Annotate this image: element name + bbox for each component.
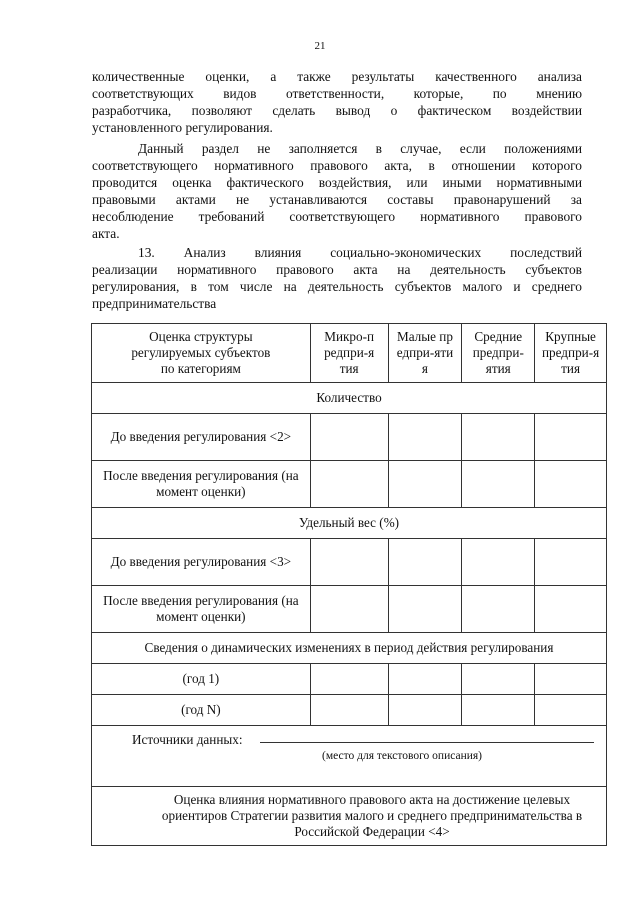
- table-row: [92, 461, 607, 508]
- sources-wrap: [92, 726, 606, 786]
- evaluation-text: Оценка влияния нормативного правового акта на достижение целевых ориентиров Стратегии развития малого и среднего предпринимательства в Российской Федерации <4>: [161, 792, 583, 839]
- row-label: До введения регулирования <3>: [92, 539, 311, 586]
- row-label: (год 1): [92, 664, 311, 695]
- page-number: 21: [314, 40, 326, 52]
- section-dynamics: Сведения о динамических изменениях в период действия регулирования: [92, 633, 607, 664]
- table-cell[interactable]: [388, 586, 462, 633]
- header-large: Крупные предпри-ятия: [535, 324, 607, 383]
- row-label: До введения регулирования <2>: [92, 414, 311, 461]
- sources-input-line[interactable]: [260, 742, 594, 743]
- sources-note: (место для текстового описания): [322, 750, 483, 762]
- section-share: Удельный вес (%): [92, 508, 607, 539]
- text-line: количественные оценки, а также результаты качественного анализа: [92, 69, 582, 84]
- text-line: разработчика, позволяют сделать вывод о фактическом воздействии: [92, 103, 582, 118]
- table-row: [92, 539, 607, 586]
- table-cell[interactable]: [535, 586, 607, 633]
- table-cell[interactable]: [535, 539, 607, 586]
- table-cell[interactable]: [310, 414, 388, 461]
- header-medium: Средние предпри-ятия: [462, 324, 535, 383]
- evaluation-row: [92, 787, 607, 846]
- table-row: [92, 586, 607, 633]
- text-line: установленного регулирования.: [92, 120, 273, 135]
- table-cell[interactable]: [388, 539, 462, 586]
- text-line: регулирования, в том числе на деятельность субъектов малого и среднего: [92, 279, 582, 294]
- section-heading-line: 13. Анализ влияния социально-экономических последствий: [138, 245, 582, 260]
- sources-row: [92, 726, 607, 787]
- table-cell[interactable]: [535, 695, 607, 726]
- text-line: соответствующих видов ответственности, которые, по мнению: [92, 86, 582, 101]
- text-line: соответствующего нормативного правового акта, в отношении которого: [92, 158, 582, 173]
- table-cell[interactable]: [462, 695, 535, 726]
- text-line: предпринимательства: [92, 296, 217, 311]
- table-cell[interactable]: [310, 586, 388, 633]
- text-line: Данный раздел не заполняется в случае, если положениями: [138, 141, 582, 156]
- text-line: правовыми актами не устанавливаются составы правонарушений за: [92, 192, 582, 207]
- table-cell[interactable]: [535, 414, 607, 461]
- table-cell[interactable]: [388, 461, 462, 508]
- row-label: После введения регулирования (на момент оценки): [92, 461, 311, 508]
- table-row: [92, 414, 607, 461]
- header-small: Малые предпри-ятия: [388, 324, 462, 383]
- text-line: несоблюдение требований соответствующего нормативного правового: [92, 209, 582, 224]
- paragraph-3: [92, 244, 582, 312]
- header-structure: Оценка структуры регулируемых субъектов по категориям: [92, 324, 311, 383]
- table-row: [92, 695, 607, 726]
- evaluation-cell: [92, 787, 607, 846]
- paragraph-1: [92, 68, 582, 136]
- text-line: реализации нормативного правового акта на деятельность субъектов: [92, 262, 582, 277]
- table-cell[interactable]: [310, 664, 388, 695]
- row-label: (год N): [92, 695, 311, 726]
- section-row: [92, 383, 607, 414]
- text-line: проводится оценка фактического воздействия, или иными нормативными: [92, 175, 582, 190]
- table-cell[interactable]: [310, 461, 388, 508]
- table-cell[interactable]: [310, 695, 388, 726]
- table-cell[interactable]: [388, 414, 462, 461]
- sources-cell: [92, 726, 607, 787]
- row-label: После введения регулирования (на момент оценки): [92, 586, 311, 633]
- table-cell[interactable]: [462, 461, 535, 508]
- text-line: акта.: [92, 226, 120, 241]
- table-cell[interactable]: [535, 664, 607, 695]
- table-cell[interactable]: [310, 539, 388, 586]
- table-cell[interactable]: [535, 461, 607, 508]
- section-row: [92, 508, 607, 539]
- table-cell[interactable]: [462, 586, 535, 633]
- paragraph-2: [92, 140, 582, 242]
- section-quantity: Количество: [92, 383, 607, 414]
- table-cell[interactable]: [462, 414, 535, 461]
- subjects-structure-table: [91, 323, 607, 846]
- header-micro: Микро-предпри-ятия: [310, 324, 388, 383]
- table-header-row: [92, 324, 607, 383]
- section-row: [92, 633, 607, 664]
- table-cell[interactable]: [388, 695, 462, 726]
- table-row: [92, 664, 607, 695]
- sources-label: Источники данных:: [132, 732, 243, 747]
- table-cell[interactable]: [462, 539, 535, 586]
- table-cell[interactable]: [388, 664, 462, 695]
- table-cell[interactable]: [462, 664, 535, 695]
